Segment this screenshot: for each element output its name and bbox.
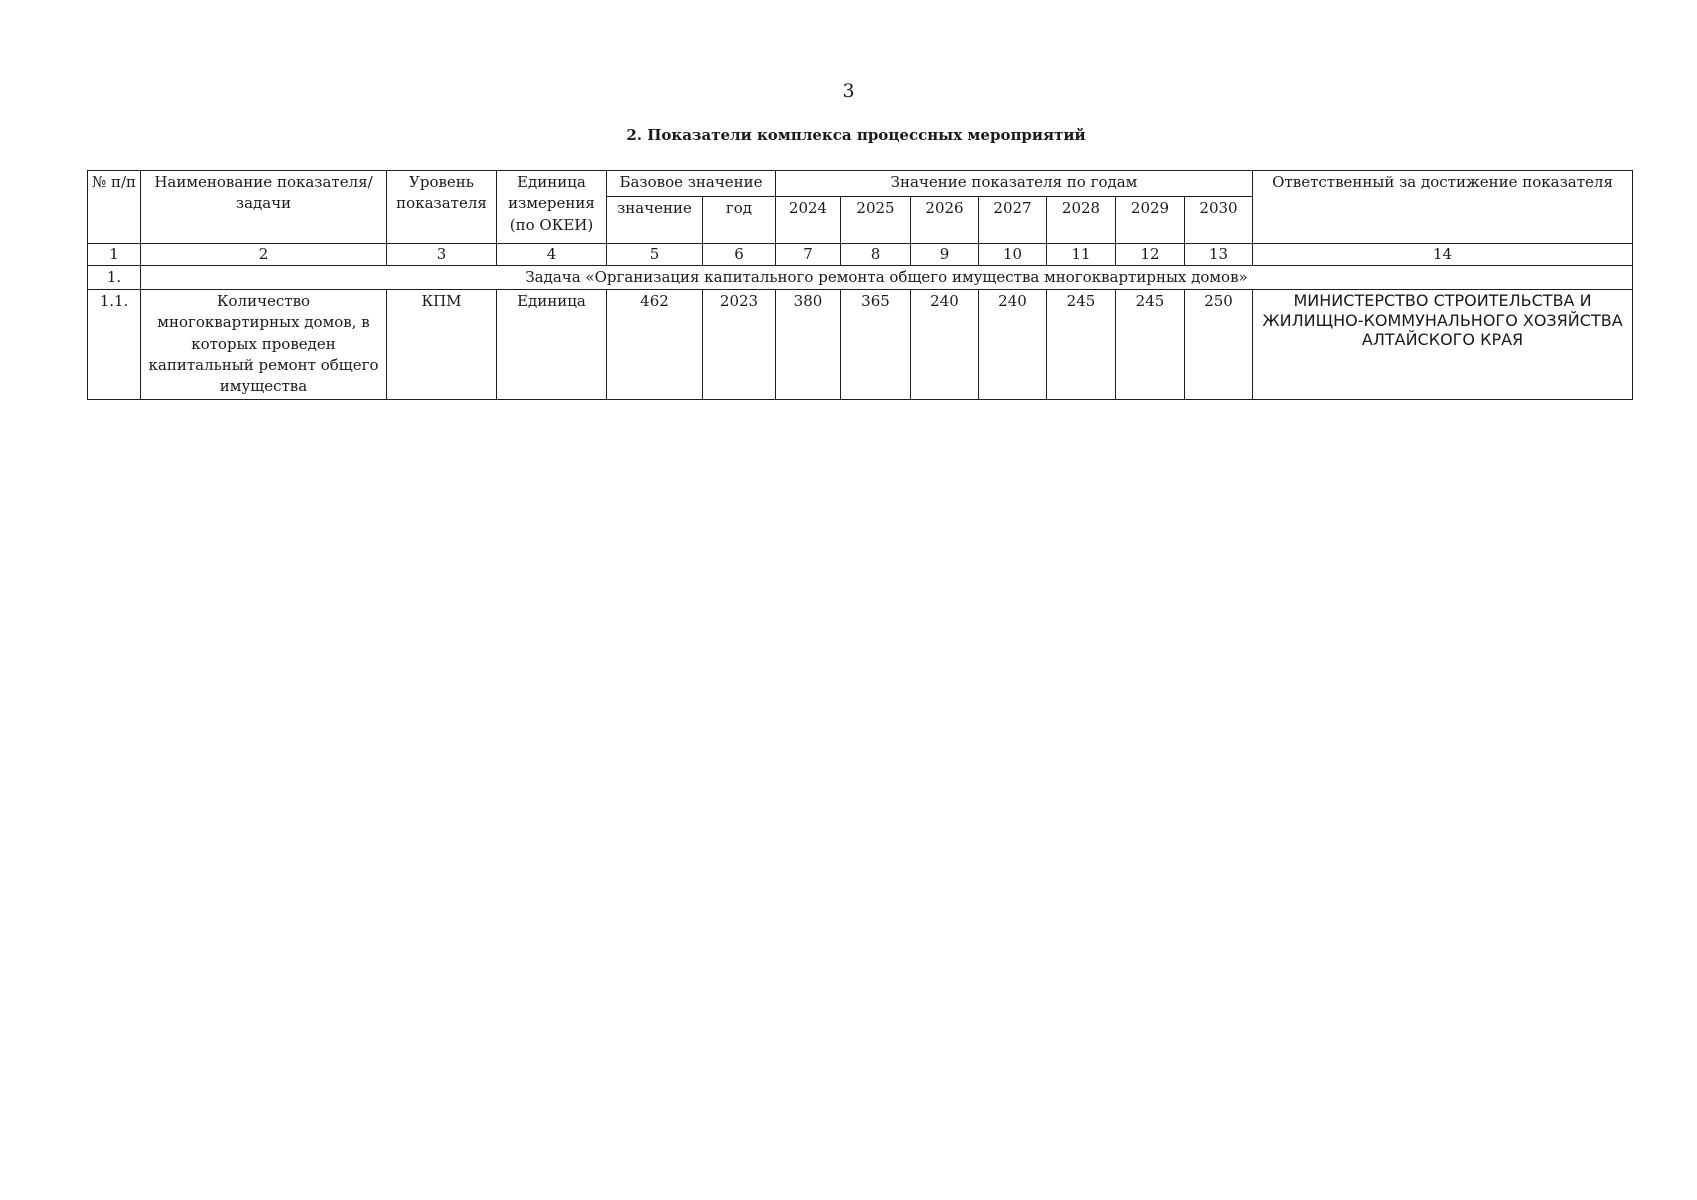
responsible: МИНИСТЕРСТВО СТРОИТЕЛЬСТВА И ЖИЛИЩНО-КОММУНАЛЬНОГО ХОЗЯЙСТВА АЛТАЙСКОГО КРАЯ — [1253, 290, 1633, 399]
header-year: 2030 — [1185, 197, 1253, 244]
year-value: 380 — [776, 290, 841, 399]
header-level: Уровень показателя — [387, 171, 497, 244]
column-number: 13 — [1185, 244, 1253, 266]
indicator-unit: Единица — [497, 290, 607, 399]
year-value: 365 — [841, 290, 911, 399]
header-year: 2024 — [776, 197, 841, 244]
page-number: 3 — [842, 80, 855, 102]
column-number: 14 — [1253, 244, 1633, 266]
base-value: 462 — [607, 290, 703, 399]
header-year: 2027 — [979, 197, 1047, 244]
header-responsible: Ответственный за достижение показателя — [1253, 171, 1633, 244]
column-number-row — [88, 244, 1633, 266]
year-value: 250 — [1185, 290, 1253, 399]
header-year: 2029 — [1116, 197, 1185, 244]
indicator-level: КПМ — [387, 290, 497, 399]
indicators-table — [87, 170, 1633, 400]
task-number: 1. — [88, 265, 141, 289]
header-base-value: значение — [607, 197, 703, 244]
column-number: 2 — [141, 244, 387, 266]
column-number: 7 — [776, 244, 841, 266]
indicator-name: Количество многоквартирных домов, в которых проведен капитальный ремонт общего имущества — [141, 290, 387, 399]
header-year: 2025 — [841, 197, 911, 244]
column-number: 11 — [1047, 244, 1116, 266]
task-text: Задача «Организация капитального ремонта общего имущества многоквартирных домов» — [141, 265, 1633, 289]
column-number: 10 — [979, 244, 1047, 266]
base-year: 2023 — [703, 290, 776, 399]
header-name: Наименование показателя/задачи — [141, 171, 387, 244]
header-base: Базовое значение — [607, 171, 776, 197]
year-value: 245 — [1116, 290, 1185, 399]
task-row — [88, 265, 1633, 289]
header-unit: Единица измерения (по ОКЕИ) — [497, 171, 607, 244]
header-base-year: год — [703, 197, 776, 244]
column-number: 9 — [911, 244, 979, 266]
column-number: 8 — [841, 244, 911, 266]
section-title: 2. Показатели комплекса процессных мероприятий — [626, 126, 1086, 144]
row-number: 1.1. — [88, 290, 141, 399]
column-number: 5 — [607, 244, 703, 266]
year-value: 240 — [979, 290, 1047, 399]
column-number: 6 — [703, 244, 776, 266]
header-year: 2028 — [1047, 197, 1116, 244]
header-year: 2026 — [911, 197, 979, 244]
column-number: 3 — [387, 244, 497, 266]
column-number: 4 — [497, 244, 607, 266]
column-number: 12 — [1116, 244, 1185, 266]
table-row — [88, 290, 1633, 399]
header-by-years: Значение показателя по годам — [776, 171, 1253, 197]
header-no: № п/п — [88, 171, 141, 244]
column-number: 1 — [88, 244, 141, 266]
year-value: 245 — [1047, 290, 1116, 399]
year-value: 240 — [911, 290, 979, 399]
